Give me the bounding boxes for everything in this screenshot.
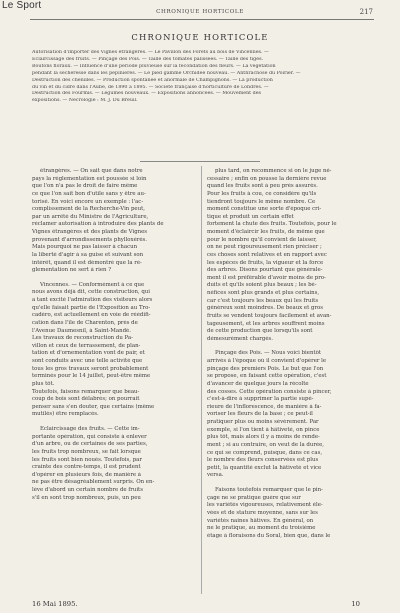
text-line: d'avancer de quelque jours la récolte bbox=[207, 380, 309, 387]
right-column bbox=[207, 168, 375, 598]
text-line: que l'on n'a pas le droit de faire même bbox=[32, 183, 138, 190]
text-line: Mais pourquoi ne pas laisser à chacun bbox=[32, 244, 138, 251]
text-line: d'opérer en plusieurs fois, de manière à bbox=[32, 471, 142, 478]
text-line: variétés naines hâtives. En général, on bbox=[207, 517, 314, 524]
text-line: penser sans s'en douter, que certains (même bbox=[32, 403, 155, 410]
text-line: petit, la quantité exclut la hâtiveté et vice bbox=[207, 464, 322, 471]
text-line: plus tôt, mais alors il y a moins de rende- bbox=[207, 434, 320, 441]
article-body bbox=[32, 168, 200, 275]
column-rule bbox=[201, 166, 202, 594]
text-line: plus tôt. bbox=[32, 380, 55, 387]
text-line: torisé. En voici encore un exemple : l'ac- bbox=[32, 198, 144, 205]
text-line: c'est-à-dire à supprimer la partie supé- bbox=[207, 396, 314, 403]
text-line: l'Avenue Daumesnil, à Saint-Mandé. bbox=[32, 327, 131, 334]
text-line: nous avons déjà dit, cette construction, qui bbox=[32, 289, 150, 296]
text-line: les variétés vigoureuses, relativement éle- bbox=[207, 502, 323, 509]
section-title: CHRONIQUE HORTICOLE bbox=[131, 32, 269, 42]
summary-line: Destruction des Fourmis. — Légumes nouveaux. — Expositions annoncées. — Mouvement des bbox=[32, 91, 261, 97]
text-line: mutilés) être remplacés. bbox=[32, 411, 99, 418]
text-line: tique et produit un certain effet bbox=[207, 213, 294, 220]
text-line: les espèces de fruits, la vigueur et la force bbox=[207, 259, 324, 266]
text-line: démesurément chargés. bbox=[207, 335, 274, 342]
text-line: fortement la chute des fruits. Toutefois, pour le bbox=[207, 221, 337, 228]
text-line: cessaire ; enfin on pousse la dernière revue bbox=[207, 175, 327, 182]
text-line: ce qui se comprend, puisque, dans ce cas, bbox=[207, 449, 323, 456]
text-line: quand les fruits sont à peu près assurés. bbox=[207, 183, 318, 190]
article bbox=[32, 426, 200, 502]
text-line: villon et ceux de terrassement, de plan- bbox=[32, 342, 141, 349]
text-line: se propose, en faisant cette opération, c'est bbox=[207, 373, 327, 380]
text-line: provenant d'arrondissements phylloxérés. bbox=[32, 236, 148, 243]
text-line: Vincennes. — Conformément à ce que bbox=[40, 281, 145, 288]
summary-line: Destruction des chenilles. — Production spontanée et anormale de Champignons. — La production bbox=[32, 77, 273, 83]
text-line: pinçage des premiers Pois. Le but que l'on bbox=[207, 365, 324, 372]
article bbox=[32, 282, 200, 419]
text-line: terminés pour le 14 juillet, peut-être même bbox=[32, 373, 151, 380]
text-line: sont conduits avec une telle activité que bbox=[32, 358, 143, 364]
article bbox=[207, 487, 375, 540]
text-line: Les travaux de reconstruction du Pa- bbox=[32, 335, 133, 342]
article-body bbox=[32, 426, 200, 502]
text-line: réclamer autorisation à introduire des plants de bbox=[32, 221, 164, 228]
footer-number: 10 bbox=[351, 600, 360, 608]
text-line: néfices sont plus grands et plus certains, bbox=[207, 290, 320, 296]
text-line: tiendront toujours le même nombre. Ce bbox=[207, 198, 316, 205]
text-line: tation et d'ornementation vont de pair, et bbox=[32, 350, 145, 357]
text-line: le nombre des fleurs conservées est plus bbox=[207, 457, 319, 464]
header-rule bbox=[30, 19, 374, 20]
summary-line: Autorisation d'importer des Vignes étrangères. — Le Pavillon des Forêts au bois de Vincennes. — bbox=[32, 50, 269, 55]
text-line: rieure de l'inflorescence, de manière à fa- bbox=[207, 403, 322, 410]
summary bbox=[32, 50, 372, 105]
running-head: CHRONIQUE HORTICOLE bbox=[156, 9, 244, 15]
text-line: a tant excité l'admiration des visiteurs alors bbox=[32, 297, 153, 303]
text-line: Pour les fruits à cou, ce considère qu'ils bbox=[207, 190, 317, 197]
summary-line: expositions. — Nécrologie : M. J. Du Breuil. bbox=[32, 98, 138, 104]
text-line: duits et qu'ils soient plus beaux ; les bé- bbox=[207, 282, 317, 289]
text-line: tageusement, et les arbres souffrent moins bbox=[207, 320, 325, 327]
text-line: par un arrêté du Ministre de l'Agriculture, bbox=[32, 213, 149, 220]
text-line: ne pas être désagréablement surpris. On en- bbox=[32, 479, 155, 486]
text-line: intérêt, quand il est démontré que la ré- bbox=[32, 259, 142, 266]
text-line: cadéro, est actuellement en voie de réédifi- bbox=[32, 312, 151, 319]
text-line: exemple, si l'on tient à hâtiveté, on pince bbox=[207, 426, 320, 433]
text-line: généreux sont moindres. De beaux et gros bbox=[207, 305, 324, 312]
text-line: lève d'abord un certain nombre de fruits bbox=[32, 487, 143, 493]
article bbox=[207, 168, 375, 343]
text-line: la liberté d'agir à sa guise et suivant son bbox=[32, 251, 144, 258]
summary-line: du vin et du cidre dans l'Aube, de 1890 à 1895. — Société française d'horticulture de Londres. — bbox=[32, 84, 269, 90]
text-line: étrangères. — On sait que dans notre bbox=[40, 168, 143, 174]
text-line: pour le nombre qu'il convient de laisser, bbox=[207, 236, 317, 243]
text-line: les fruits sont bien noués. Toutefois, par bbox=[32, 456, 142, 463]
text-line: qu'elle faisait partie de l'Exposition au Tro- bbox=[32, 304, 151, 311]
text-line: arrivés à l'époque où il convient d'opérer le bbox=[207, 358, 327, 364]
text-line: de cette production que lorsqu'ils sont bbox=[207, 328, 313, 335]
page-number: 217 bbox=[359, 8, 373, 16]
text-line: des cosses. Cette opération consiste à pincer, bbox=[207, 388, 332, 395]
summary-rule bbox=[140, 161, 260, 162]
text-line: Toutefois, faisons remarquer que beau- bbox=[32, 388, 140, 395]
text-line: les fruits trop nombreux, se fait lorsque bbox=[32, 448, 141, 455]
text-line: moment constitue une sorte d'époque cri- bbox=[207, 206, 322, 213]
article bbox=[32, 168, 200, 275]
text-line: d'un arbre, ou de certaines de ses parties, bbox=[32, 441, 148, 448]
text-line: portante opération, qui consiste à enlever bbox=[32, 433, 147, 440]
text-line: Faisons toutefois remarquer que le pin- bbox=[215, 487, 323, 493]
text-line: glementation ne sert à rien ? bbox=[32, 267, 112, 274]
text-line: plus tard, on recommence si on le juge né- bbox=[215, 168, 332, 174]
text-line: pratiquer plus ou moins sévèrement. Par bbox=[207, 419, 319, 425]
text-line: tous les gros travaux seront probablement bbox=[32, 365, 149, 372]
text-line: étage à floraisons du Soral, bien que, dans le bbox=[207, 532, 331, 539]
text-line: car c'est toujours les beaux qui les fruits bbox=[207, 297, 319, 304]
summary-line: Boutons floraux. — Influence d'une période pluvieuse sur la fécondation des fleurs. — La végétation bbox=[32, 63, 276, 69]
text-line: cation dans l'île de Charenton, près de bbox=[32, 319, 138, 326]
text-line: voriser les fleurs de la base ; ce peut-il bbox=[207, 411, 313, 418]
text-line: çage ne se pratique guère que sur bbox=[207, 494, 301, 501]
footer-date: 16 Mai 1895. bbox=[32, 600, 78, 608]
summary-line: pendant la sécheresse dans les pépinières. — Le pied gamme Orchidée nouveau. — Anthracnose du Poirier. — bbox=[32, 70, 301, 76]
summary-line: Éclaircissage des fruits. — Pinçage des Pois. — Taille des tomates palissées. — Taille des tiges. bbox=[32, 56, 264, 62]
text-line: ment ; si au contraire, on veut de la durée, bbox=[207, 441, 325, 448]
article-body bbox=[207, 487, 375, 540]
article-body bbox=[207, 168, 375, 343]
text-line: moment d'éclaircir les fruits, de même que bbox=[207, 229, 325, 235]
text-line: ces choses sont relatives et en rapport avec bbox=[207, 251, 327, 258]
article bbox=[207, 350, 375, 480]
text-line: crainte des contre-temps, il est prudent bbox=[32, 464, 141, 471]
text-line: on ne peut rigoureusement rien préciser ; bbox=[207, 244, 322, 251]
text-line: coup de bois sont délabrés; on pourrait bbox=[32, 396, 140, 403]
text-line: fruits se vendent toujours facilement et avan- bbox=[207, 312, 332, 319]
text-line: des arbres. Disons pourtant que générale- bbox=[207, 267, 323, 274]
text-line: versa. bbox=[207, 472, 224, 479]
text-line: ment il est préférable d'avoir moins de pro- bbox=[207, 274, 326, 281]
left-column bbox=[32, 168, 200, 598]
text-line: ce que l'on sait bon d'utile sans y être au- bbox=[32, 190, 146, 197]
text-line: Éclaircissage des fruits. — Cette im- bbox=[40, 426, 140, 432]
text-line: ne le pratique, au moment du troisième bbox=[207, 525, 316, 532]
text-line: Vignes étrangères et des plants de Vignes bbox=[32, 229, 148, 235]
text-line: complissement de la Recherche-Vin peut, bbox=[32, 206, 145, 213]
text-line: pays la réglementation est poussée si loin bbox=[32, 175, 147, 182]
article-body bbox=[32, 282, 200, 419]
text-line: s'il en sont trop nombreux, puis, un peu bbox=[32, 494, 141, 501]
article-body bbox=[207, 350, 375, 480]
corner-title: Le Sport bbox=[2, 0, 42, 11]
text-line: vées et de stature moyenne, sans sur les bbox=[207, 509, 318, 516]
text-line: Pinçage des Pois. — Nous voici bientôt bbox=[215, 350, 322, 357]
